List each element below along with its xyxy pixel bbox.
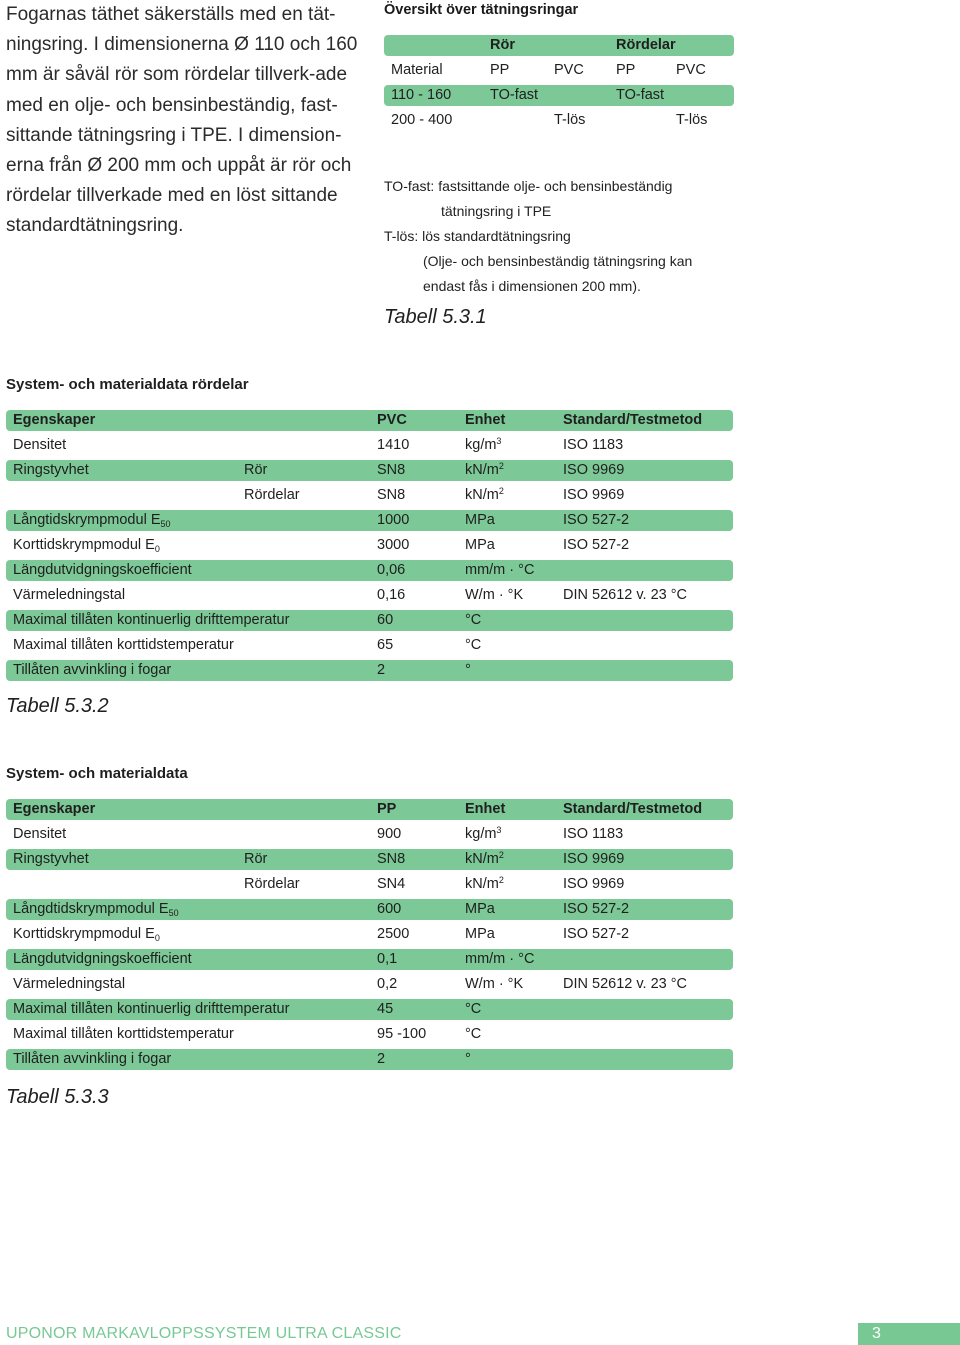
property-cell: Långdtidskrympmodul $E_{50}$ [13, 901, 179, 918]
unit-cell [465, 1049, 471, 1070]
property-cell: Ringstyvhet [13, 462, 89, 478]
unit-text: kg/m [465, 437, 497, 453]
table-row [6, 610, 733, 631]
part-cell: Rör [244, 851, 268, 867]
standard-cell: DIN 52612 v. 23 °C [563, 587, 688, 603]
overview-cell: PP [616, 62, 636, 78]
overview-note: T-lös: lös standardtätningsring [384, 228, 571, 244]
overview-cell: TO-fast [616, 87, 665, 103]
footer-brand: UPONOR MARKAVLOPPSSYSTEM ULTRA CLASSIC [6, 1325, 402, 1342]
overview-row [384, 60, 734, 81]
property-cell: Maximal tillåten kontinuerlig drifttemperatur [13, 612, 290, 628]
unit-text: kg/m [465, 826, 497, 842]
standard-cell: ISO 1183 [563, 826, 624, 842]
standard-cell: ISO 9969 [563, 487, 625, 503]
overview-note: tätningsring i TPE [441, 203, 552, 219]
unit-superscript: 2 [498, 875, 504, 885]
property-cell: Maximal tillåten korttidstemperatur [13, 1026, 234, 1042]
header-cell: Egenskaper [13, 801, 96, 817]
header-cell: Egenskaper [13, 412, 96, 428]
property-cell: Ringstyvhet [13, 851, 89, 867]
table-row [6, 560, 733, 581]
overview-cell: Material [391, 62, 443, 78]
table-caption: Tabell 5.3.2 [6, 695, 109, 717]
property-cell: Värmeledningstal [13, 587, 126, 603]
unit-cell [465, 949, 534, 970]
table-row [6, 635, 733, 656]
header-cell: Standard/Testmetod [563, 412, 703, 428]
unit-cell [465, 585, 523, 606]
table-row [6, 485, 733, 506]
unit-cell [465, 610, 481, 631]
part-cell: Rör [244, 462, 268, 478]
overview-title: Översikt över tätningsringar [384, 2, 579, 18]
unit-text: MPa [465, 537, 495, 553]
property-cell: Tillåten avvinkling i fogar [13, 1051, 172, 1067]
value-cell: SN8 [377, 487, 406, 503]
unit-superscript: 2 [498, 461, 504, 471]
part-cell: Rördelar [244, 876, 300, 892]
section-title: System- och materialdata [6, 765, 188, 782]
intro-line: ningsring. I dimensionerna Ø 110 och 160 [6, 34, 358, 56]
page-number: 3 [872, 1325, 881, 1342]
value-cell: 2 [377, 662, 386, 678]
unit-text: W/m · °K [465, 587, 524, 603]
unit-text: °C [465, 612, 482, 628]
unit-cell [465, 1024, 481, 1045]
overview-cell: 200 - 400 [391, 112, 453, 128]
table-row [6, 510, 733, 531]
value-cell: 0,1 [377, 951, 398, 967]
unit-cell [465, 874, 504, 895]
overview-cell: PVC [554, 62, 584, 78]
overview-cell: TO-fast [490, 87, 539, 103]
overview-cell: 110 - 160 [391, 87, 452, 103]
header-cell: PP [377, 801, 397, 817]
standard-cell: DIN 52612 v. 23 °C [563, 976, 688, 992]
table-row [6, 974, 733, 995]
unit-text: kN/m [465, 462, 499, 478]
standard-cell: ISO 527-2 [563, 901, 630, 917]
unit-cell [465, 660, 471, 681]
table-caption: Tabell 5.3.3 [6, 1086, 109, 1108]
property-cell: Korttidskrympmodul $E_0$ [13, 537, 160, 554]
intro-line: rördelar tillverkade med en löst sittande [6, 185, 338, 207]
table-row [6, 924, 733, 945]
value-cell: 45 [377, 1001, 394, 1017]
property-cell: Långtidskrympmodul $E_{50}$ [13, 512, 171, 529]
value-cell: SN8 [377, 851, 406, 867]
property-subscript: 50 [160, 519, 171, 529]
intro-line: standardtätningsring. [6, 215, 184, 237]
overview-row [384, 85, 734, 106]
property-cell: Korttidskrympmodul $E_0$ [13, 926, 160, 943]
header-cell: Enhet [465, 412, 506, 428]
table-header-row [6, 799, 733, 820]
intro-paragraph [6, 0, 366, 242]
value-cell: 0,06 [377, 562, 406, 578]
value-cell: 600 [377, 901, 402, 917]
unit-cell [465, 435, 501, 456]
unit-cell [465, 824, 501, 845]
part-cell: Rördelar [244, 487, 300, 503]
value-cell: 2 [377, 1051, 386, 1067]
unit-cell [465, 460, 504, 481]
value-cell: 2500 [377, 926, 410, 942]
unit-text: °C [465, 1026, 482, 1042]
value-cell: 0,2 [377, 976, 398, 992]
intro-line: erna från Ø 200 mm och uppåt är rör och [6, 155, 352, 177]
value-cell: 1000 [377, 512, 410, 528]
table-row [6, 874, 733, 895]
property-cell: Värmeledningstal [13, 976, 126, 992]
standard-cell: ISO 9969 [563, 851, 625, 867]
table-row [6, 660, 733, 681]
intro-line: med en olje- och bensinbeständig, fast- [6, 94, 338, 116]
value-cell: 1410 [377, 437, 410, 453]
unit-text: W/m · °K [465, 976, 524, 992]
property-cell: Maximal tillåten kontinuerlig drifttemperatur [13, 1001, 290, 1017]
section-title: System- och materialdata rördelar [6, 376, 249, 393]
value-cell: 65 [377, 637, 394, 653]
header-cell: Standard/Testmetod [563, 801, 703, 817]
header-cell: Enhet [465, 801, 506, 817]
property-subscript: 0 [154, 544, 160, 554]
unit-text: kN/m [465, 851, 499, 867]
table-row [6, 1049, 733, 1070]
property-cell: Densitet [13, 437, 67, 453]
unit-superscript: 3 [496, 436, 502, 446]
table-row [6, 435, 733, 456]
unit-text: mm/m · °C [465, 562, 535, 578]
standard-cell: ISO 9969 [563, 462, 625, 478]
overview-note: endast fås i dimensionen 200 mm). [423, 278, 641, 294]
unit-text: kN/m [465, 487, 499, 503]
table-row [6, 949, 733, 970]
unit-cell [465, 510, 495, 531]
unit-text: °C [465, 1001, 482, 1017]
standard-cell: ISO 9969 [563, 876, 625, 892]
property-cell: Densitet [13, 826, 67, 842]
unit-text: MPa [465, 926, 495, 942]
value-cell: 95 -100 [377, 1026, 427, 1042]
overview-note: TO-fast: fastsittande olje- och bensinbeständig [384, 178, 673, 194]
intro-line: sittande tätningsring i TPE. I dimension- [6, 124, 342, 146]
intro-line: mm är såväl rör som rördelar tillverk-ade [6, 64, 348, 86]
standard-cell: ISO 527-2 [563, 512, 630, 528]
value-cell: 0,16 [377, 587, 406, 603]
table-row [6, 899, 733, 920]
value-cell: 60 [377, 612, 394, 628]
unit-text: MPa [465, 901, 495, 917]
unit-cell [465, 899, 495, 920]
table-row [6, 460, 733, 481]
property-cell: Tillåten avvinkling i fogar [13, 662, 172, 678]
property-subscript: 0 [154, 933, 160, 943]
standard-cell: ISO 527-2 [563, 537, 630, 553]
standard-cell: ISO 1183 [563, 437, 624, 453]
page-number-box [858, 1323, 960, 1345]
overview-cell: T-lös [676, 112, 708, 128]
table-row [6, 1024, 733, 1045]
header-ror: Rör [490, 37, 515, 53]
unit-text: ° [465, 662, 471, 678]
unit-cell [465, 535, 495, 556]
table-caption: Tabell 5.3.1 [384, 306, 487, 328]
value-cell: SN4 [377, 876, 406, 892]
unit-cell [465, 999, 481, 1020]
property-subscript: 50 [168, 908, 179, 918]
unit-cell [465, 924, 495, 945]
overview-header-row [384, 35, 734, 56]
value-cell: 3000 [377, 537, 410, 553]
value-cell: 900 [377, 826, 402, 842]
header-cell: PVC [377, 412, 407, 428]
unit-text: MPa [465, 512, 495, 528]
table-row [6, 824, 733, 845]
property-cell: Maximal tillåten korttidstemperatur [13, 637, 234, 653]
unit-superscript: 2 [498, 486, 504, 496]
unit-cell [465, 560, 534, 581]
unit-text: mm/m · °C [465, 951, 535, 967]
header-rordelar: Rördelar [616, 37, 676, 53]
value-cell: SN8 [377, 462, 406, 478]
overview-row [384, 110, 734, 131]
table-row [6, 535, 733, 556]
standard-cell: ISO 527-2 [563, 926, 630, 942]
intro-line: Fogarnas täthet säkerställs med en tät- [6, 4, 336, 25]
table-header-row [6, 410, 733, 431]
unit-text: ° [465, 1051, 471, 1067]
unit-cell [465, 974, 523, 995]
table-row [6, 849, 733, 870]
unit-text: kN/m [465, 876, 499, 892]
unit-text: °C [465, 637, 482, 653]
table-row [6, 999, 733, 1020]
overview-note: (Olje- och bensinbeständig tätningsring kan [423, 253, 693, 269]
table-row [6, 585, 733, 606]
unit-cell [465, 635, 481, 656]
unit-superscript: 3 [496, 825, 502, 835]
property-cell: Längdutvidgningskoefficient [13, 951, 192, 967]
property-cell: Längdutvidgningskoefficient [13, 562, 192, 578]
overview-cell: T-lös [554, 112, 586, 128]
unit-superscript: 2 [498, 850, 504, 860]
unit-cell [465, 849, 504, 870]
overview-cell: PVC [676, 62, 706, 78]
overview-cell: PP [490, 62, 510, 78]
unit-cell [465, 485, 504, 506]
